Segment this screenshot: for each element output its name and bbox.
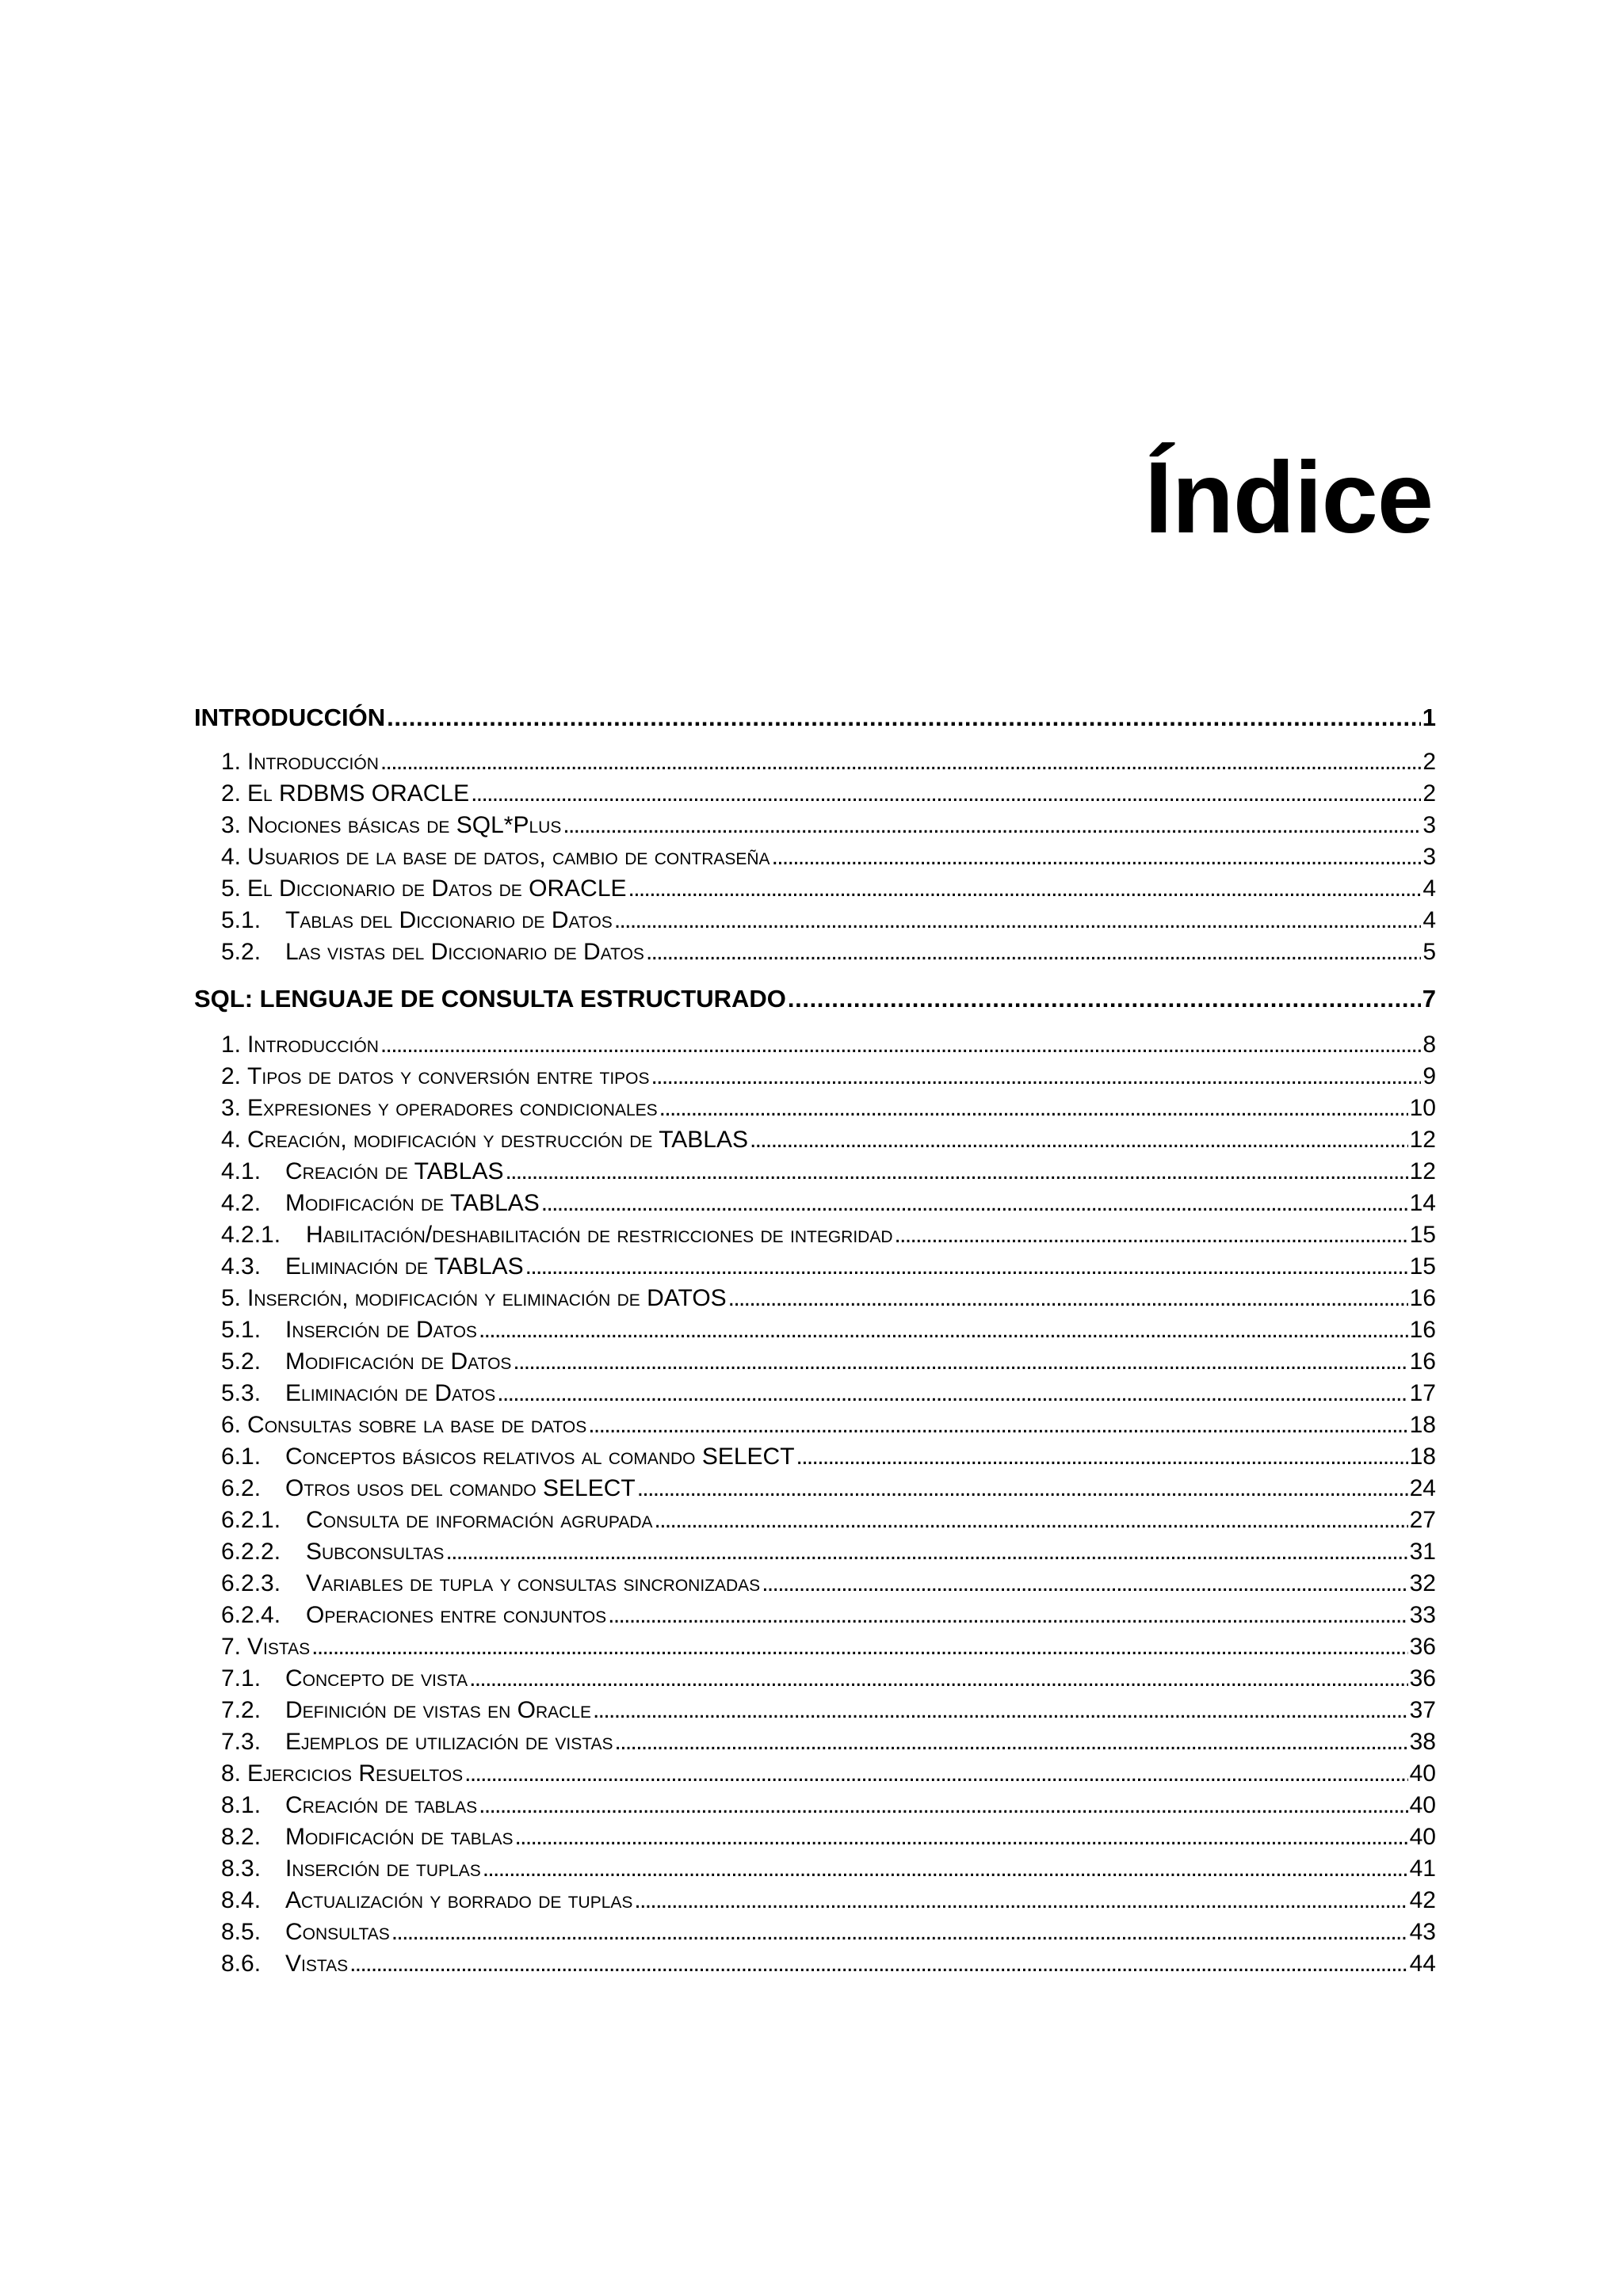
toc-entry-title: Operaciones entre conjuntos <box>306 1602 607 1628</box>
toc-page-number: 40 <box>1409 1824 1436 1850</box>
toc-page-number: 2 <box>1423 749 1436 775</box>
toc-entry-row[interactable] <box>221 1412 1436 1439</box>
dot-leader <box>728 1285 1408 1312</box>
toc-entry-row[interactable] <box>221 1222 1436 1249</box>
toc-entry-row[interactable] <box>221 1887 1436 1914</box>
toc-entry-row[interactable] <box>221 1317 1436 1344</box>
dot-leader <box>514 1824 1407 1851</box>
toc-page-number: 16 <box>1409 1317 1436 1343</box>
dot-leader <box>464 1760 1407 1787</box>
toc-entry-number: 8.1. <box>221 1792 262 1818</box>
toc-entry-title: Subconsultas <box>306 1539 445 1565</box>
toc-section-row[interactable] <box>194 985 1436 1013</box>
toc-section-title: SQL: LENGUAJE DE CONSULTA ESTRUCTURADO <box>194 985 786 1013</box>
dot-leader <box>628 875 1422 902</box>
toc-page-number: 5 <box>1423 939 1436 965</box>
toc-entry-row[interactable] <box>221 1824 1436 1851</box>
toc-page-number: 15 <box>1409 1222 1436 1248</box>
toc-page-number: 15 <box>1409 1253 1436 1280</box>
toc-entry-title: Definición de vistas en Oracle <box>285 1697 592 1723</box>
toc-entry-title: Creación de TABLAS <box>285 1158 504 1184</box>
toc-entry-title: Vistas <box>247 1634 311 1660</box>
toc-entry-row[interactable] <box>221 1158 1436 1185</box>
toc-entry-number: 6.2.2. <box>221 1539 281 1565</box>
dot-leader <box>615 1729 1408 1756</box>
toc-entry-title: Consultas <box>285 1919 390 1945</box>
toc-page-number: 10 <box>1409 1095 1436 1121</box>
dot-leader <box>349 1951 1407 1978</box>
toc-entry-row[interactable] <box>221 1095 1436 1122</box>
dot-leader <box>895 1222 1408 1249</box>
toc-entry-row[interactable] <box>221 1760 1436 1787</box>
toc-entry-number: 2. <box>221 780 242 807</box>
toc-entry-title: Inserción, modificación y eliminación de DATOS <box>247 1285 727 1311</box>
dot-leader <box>655 1507 1408 1534</box>
toc-entry-number: 7.2. <box>221 1697 262 1723</box>
dot-leader <box>479 1317 1408 1344</box>
toc-page-number: 2 <box>1423 780 1436 807</box>
toc-entry-number: 5.2. <box>221 939 262 965</box>
toc-entry-row[interactable] <box>221 1951 1436 1978</box>
toc-entry-number: 1. <box>221 1032 242 1058</box>
toc-page-number: 3 <box>1423 844 1436 870</box>
toc-entry-title: Eliminación de TABLAS <box>285 1253 524 1280</box>
dot-leader <box>796 1444 1408 1470</box>
dot-leader <box>505 1158 1407 1185</box>
toc-entry-number: 4.2. <box>221 1190 262 1216</box>
toc-entry-number: 8.5. <box>221 1919 262 1945</box>
dot-leader <box>637 1475 1408 1502</box>
toc-entry-title: Creación, modificación y destrucción de TABLAS <box>247 1127 749 1153</box>
toc-entry-number: 5.1. <box>221 1317 262 1343</box>
toc-entry-title: Creación de tablas <box>285 1792 478 1818</box>
toc-entry-row[interactable] <box>221 1285 1436 1312</box>
toc-entry-number: 8.2. <box>221 1824 262 1850</box>
toc-entry-row[interactable] <box>221 749 1436 776</box>
dot-leader <box>380 1032 1421 1058</box>
toc-entry-number: 5. <box>221 1285 242 1311</box>
dot-leader <box>525 1253 1408 1280</box>
toc-entry-number: 4.3. <box>221 1253 262 1280</box>
toc-page-number: 1 <box>1422 704 1436 731</box>
toc-entry-title: Variables de tupla y consultas sincronizadas <box>306 1570 761 1596</box>
toc-page-number: 17 <box>1409 1380 1436 1406</box>
toc-entry-number: 6.2. <box>221 1475 262 1501</box>
toc-entry-title: Inserción de tuplas <box>285 1855 481 1882</box>
dot-leader <box>469 1665 1408 1692</box>
toc-page-number: 3 <box>1423 812 1436 838</box>
dot-leader <box>471 780 1421 807</box>
toc-page-number: 18 <box>1409 1444 1436 1470</box>
toc-entry-number: 3. <box>221 1095 242 1121</box>
toc-entry-number: 5.2. <box>221 1348 262 1375</box>
toc-entry-title: Tablas del Diccionario de Datos <box>285 907 613 933</box>
toc-entry-number: 4. <box>221 844 242 870</box>
toc-page-number: 16 <box>1409 1348 1436 1375</box>
toc-entry-row[interactable] <box>221 780 1436 807</box>
dot-leader <box>762 1570 1407 1597</box>
toc-entry-title: Conceptos básicos relativos al comando SELECT <box>285 1444 795 1470</box>
toc-entry-number: 1. <box>221 749 242 775</box>
toc-entry-number: 4. <box>221 1127 242 1153</box>
dot-leader <box>311 1634 1407 1661</box>
toc-page-number: 44 <box>1409 1951 1436 1977</box>
toc-entry-title: Modificación de Datos <box>285 1348 512 1375</box>
toc-entry-number: 4.2.1. <box>221 1222 281 1248</box>
toc-entry-row[interactable] <box>221 1634 1436 1661</box>
toc-page-number: 12 <box>1409 1158 1436 1184</box>
toc-page-number: 4 <box>1423 875 1436 902</box>
toc-page-number: 38 <box>1409 1729 1436 1755</box>
toc-entry-row[interactable] <box>221 1539 1436 1566</box>
page-title: Índice <box>1144 441 1433 555</box>
toc-entry-title: Eliminación de Datos <box>285 1380 496 1406</box>
dot-leader <box>387 704 1421 732</box>
dot-leader <box>483 1855 1408 1882</box>
toc-entry-row[interactable] <box>221 1507 1436 1534</box>
dot-leader <box>593 1697 1408 1724</box>
toc-entry-title: Nociones básicas de SQL*Plus <box>247 812 562 838</box>
dot-leader <box>772 844 1422 871</box>
toc-entry-row[interactable] <box>221 1919 1436 1946</box>
dot-leader <box>563 812 1421 839</box>
toc-entry-number: 5.1. <box>221 907 262 933</box>
toc-entry-title: Ejemplos de utilización de vistas <box>285 1729 613 1755</box>
dot-leader <box>391 1919 1408 1946</box>
toc-entry-title: Actualización y borrado de tuplas <box>285 1887 633 1913</box>
toc-entry-row[interactable] <box>221 1729 1436 1756</box>
toc-entry-number: 5.3. <box>221 1380 262 1406</box>
toc-page-number: 9 <box>1423 1063 1436 1089</box>
toc-entry-row[interactable] <box>221 1665 1436 1692</box>
toc-entry-number: 6. <box>221 1412 242 1438</box>
toc-entry-title: Introducción <box>247 1032 379 1058</box>
toc-page-number: 12 <box>1409 1127 1436 1153</box>
toc-page-number: 36 <box>1409 1665 1436 1691</box>
toc-entry-row[interactable] <box>221 844 1436 871</box>
toc-page-number: 8 <box>1423 1032 1436 1058</box>
toc-entry-title: Las vistas del Diccionario de Datos <box>285 939 644 965</box>
toc-entry-title: Vistas <box>285 1951 349 1977</box>
toc-entry-title: Usuarios de la base de datos, cambio de contraseña <box>247 844 770 870</box>
dot-leader <box>479 1792 1407 1819</box>
toc-entry-title: Consultas sobre la base de datos <box>247 1412 587 1438</box>
toc-page-number: 14 <box>1409 1190 1436 1216</box>
toc-entry-number: 6.2.1. <box>221 1507 281 1533</box>
toc-entry-title: Introducción <box>247 749 379 775</box>
toc-entry-title: El Diccionario de Datos de ORACLE <box>247 875 627 902</box>
toc-entry-row[interactable] <box>221 1063 1436 1090</box>
toc-entry-row[interactable] <box>221 907 1436 934</box>
toc-entry-number: 7. <box>221 1634 242 1660</box>
toc-entry-title: Habilitación/deshabilitación de restricciones de integridad <box>306 1222 893 1248</box>
toc-page-number: 18 <box>1409 1412 1436 1438</box>
toc-entry-row[interactable] <box>221 1190 1436 1217</box>
toc-entry-title: Concepto de vista <box>285 1665 468 1691</box>
toc-entry-title: Modificación de TABLAS <box>285 1190 540 1216</box>
toc-entry-title: Expresiones y operadores condicionales <box>247 1095 658 1121</box>
toc-entry-number: 6.2.4. <box>221 1602 281 1628</box>
toc-page-number: 7 <box>1422 985 1436 1013</box>
dot-leader <box>541 1190 1408 1217</box>
toc-entry-number: 7.3. <box>221 1729 262 1755</box>
toc-page-number: 42 <box>1409 1887 1436 1913</box>
toc-entry-row[interactable] <box>221 1697 1436 1724</box>
dot-leader <box>634 1887 1407 1914</box>
toc-entry-row[interactable] <box>221 1475 1436 1502</box>
toc-entry-title: Modificación de tablas <box>285 1824 514 1850</box>
toc-entry-row[interactable] <box>221 1570 1436 1597</box>
dot-leader <box>646 939 1421 966</box>
dot-leader <box>659 1095 1408 1122</box>
toc-page-number: 36 <box>1409 1634 1436 1660</box>
toc-entry-number: 7.1. <box>221 1665 262 1691</box>
toc-entry-number: 6.2.3. <box>221 1570 281 1596</box>
dot-leader <box>497 1380 1407 1407</box>
toc-entry-row[interactable] <box>221 1444 1436 1470</box>
dot-leader <box>445 1539 1407 1566</box>
toc-page-number: 32 <box>1409 1570 1436 1596</box>
dot-leader <box>750 1127 1408 1154</box>
toc-entry-row[interactable] <box>221 1127 1436 1154</box>
toc-section-title: INTRODUCCIÓN <box>194 704 386 731</box>
toc-entry-row[interactable] <box>221 1253 1436 1280</box>
toc-entry-row[interactable] <box>221 1602 1436 1629</box>
toc-entry-row[interactable] <box>221 812 1436 839</box>
toc-page-number: 16 <box>1409 1285 1436 1311</box>
dot-leader <box>788 985 1421 1013</box>
toc-entry-number: 8. <box>221 1760 242 1787</box>
toc-entry-title: El RDBMS ORACLE <box>247 780 470 807</box>
toc-entry-number: 6.1. <box>221 1444 262 1470</box>
toc-entry-number: 4.1. <box>221 1158 262 1184</box>
toc-entry-number: 8.6. <box>221 1951 262 1977</box>
toc-page-number: 40 <box>1409 1792 1436 1818</box>
toc-entry-row[interactable] <box>221 939 1436 966</box>
toc-entry-number: 8.3. <box>221 1855 262 1882</box>
toc-entry-row[interactable] <box>221 1380 1436 1407</box>
toc-entry-row[interactable] <box>221 1032 1436 1058</box>
toc-entry-number: 8.4. <box>221 1887 262 1913</box>
toc-entry-number: 3. <box>221 812 242 838</box>
toc-page-number: 43 <box>1409 1919 1436 1945</box>
toc-entry-number: 2. <box>221 1063 242 1089</box>
toc-entry-row[interactable] <box>221 1792 1436 1819</box>
dot-leader <box>608 1602 1407 1629</box>
toc-page-number: 4 <box>1423 907 1436 933</box>
toc-entry-title: Tipos de datos y conversión entre tipos <box>247 1063 650 1089</box>
toc-entry-number: 5. <box>221 875 242 902</box>
toc-entry-row[interactable] <box>221 1348 1436 1375</box>
toc-page-number: 41 <box>1409 1855 1436 1882</box>
dot-leader <box>588 1412 1407 1439</box>
toc-section-row[interactable] <box>194 704 1436 732</box>
dot-leader <box>614 907 1422 934</box>
toc-page-number: 27 <box>1409 1507 1436 1533</box>
toc-page-number: 24 <box>1409 1475 1436 1501</box>
toc-page-number: 31 <box>1409 1539 1436 1565</box>
toc-entry-title: Consulta de información agrupada <box>306 1507 653 1533</box>
toc-entry-row[interactable] <box>221 875 1436 902</box>
dot-leader <box>513 1348 1407 1375</box>
toc-entry-row[interactable] <box>221 1855 1436 1882</box>
toc-page-number: 33 <box>1409 1602 1436 1628</box>
dot-leader <box>380 749 1421 776</box>
toc-page-number: 40 <box>1409 1760 1436 1787</box>
toc-entry-title: Ejercicios Resueltos <box>247 1760 464 1787</box>
toc-entry-title: Otros usos del comando SELECT <box>285 1475 636 1501</box>
toc-page-number: 37 <box>1409 1697 1436 1723</box>
dot-leader <box>651 1063 1422 1090</box>
toc-entry-title: Inserción de Datos <box>285 1317 477 1343</box>
